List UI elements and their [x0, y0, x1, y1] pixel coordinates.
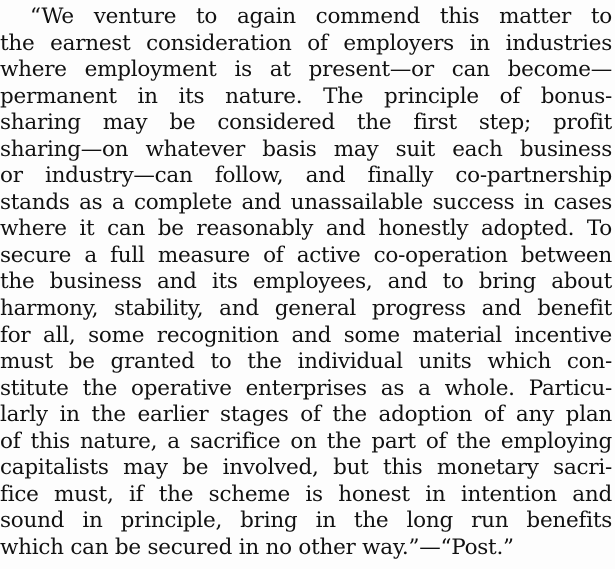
article-line: stitute the operative enterprises as a whole. Particu- [0, 375, 612, 401]
article-line: harmony, stability, and general progress and benefit [0, 296, 612, 322]
article-line: permanent in its nature. The principle of bonus- [0, 83, 612, 109]
article-line: sharing—on whatever basis may suit each business [0, 136, 612, 162]
article-paragraph [0, 4, 612, 561]
article-line: fice must, if the scheme is honest in intention and [0, 481, 612, 507]
article-line: capitalists may be involved, but this monetary sacri- [0, 455, 612, 481]
article-line: of this nature, a sacrifice on the part of the employing [0, 428, 612, 454]
article-line: which can be secured in no other way.”—“Post.” [0, 534, 514, 560]
article-line: secure a full measure of active co-operation between [0, 242, 612, 268]
article-line: larly in the earlier stages of the adoption of any plan [0, 402, 612, 428]
article-line: must be granted to the individual units which con- [0, 349, 612, 375]
article-line: the business and its employees, and to bring about [0, 269, 612, 295]
article-line: “We venture to again commend this matter to [30, 4, 612, 29]
article-line: where employment is at present—or can become— [0, 57, 612, 83]
article-line: sharing may be considered the first step; profit [0, 110, 612, 136]
article-line: or industry—can follow, and finally co-partnership [0, 163, 612, 189]
article-line: stands as a complete and unassailable success in cases [0, 189, 612, 215]
article-line: where it can be reasonably and honestly adopted. To [0, 216, 612, 242]
article-line: sound in principle, bring in the long run benefits [0, 508, 612, 534]
article-line: the earnest consideration of employers in industries [0, 30, 612, 56]
article-line: for all, some recognition and some material incentive [0, 322, 612, 348]
